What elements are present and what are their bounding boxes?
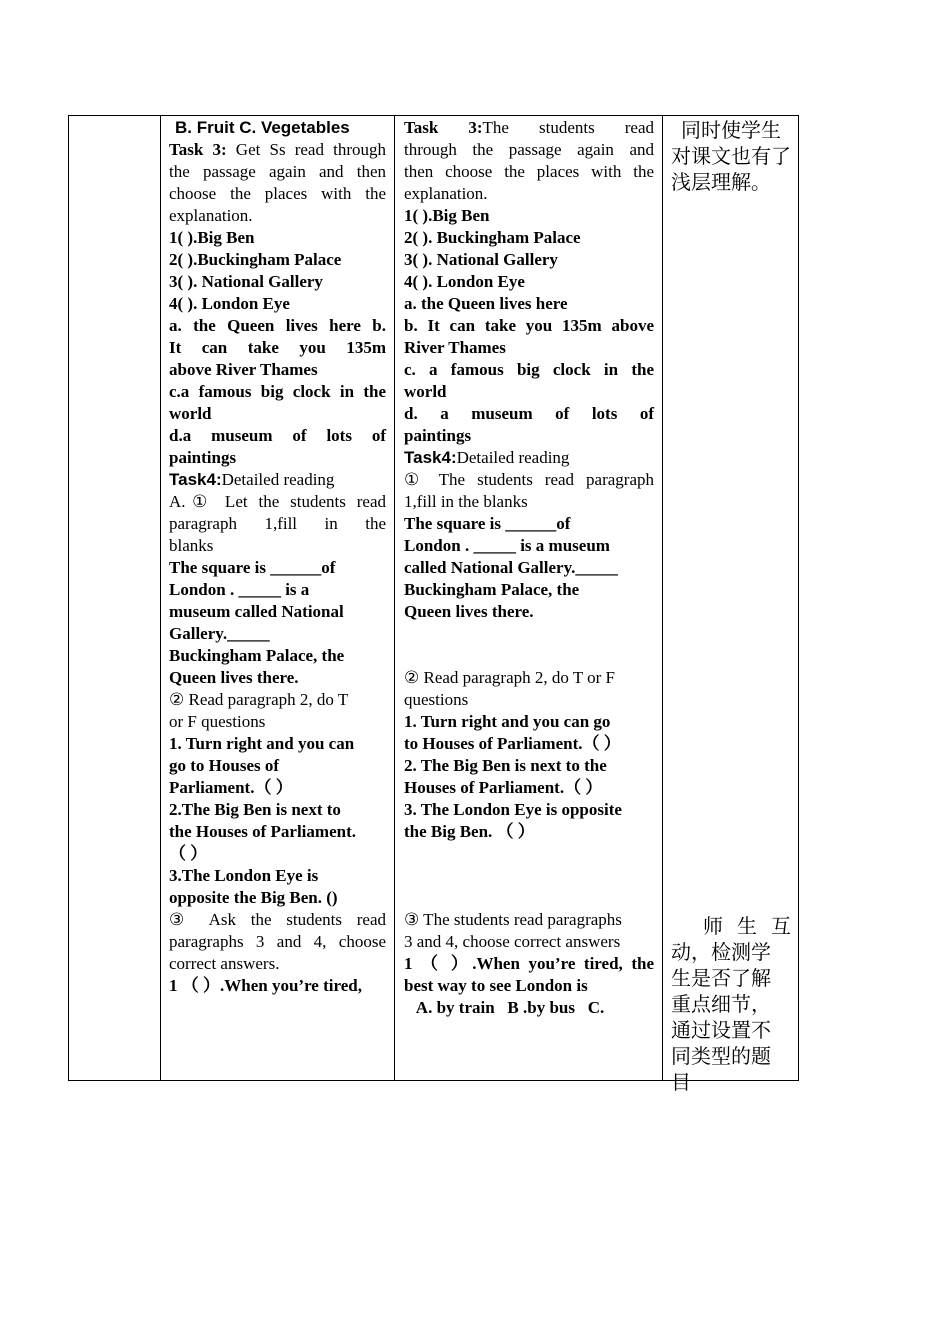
text-line: 1 （ ）.When you’re tired, the [404, 954, 654, 973]
task-label: Task 3: [169, 140, 227, 159]
intent-line: 同类型的题 [671, 1044, 771, 1068]
task-label: Task4: [169, 470, 222, 489]
text-line: ③ Ask the students read [169, 910, 386, 929]
text-line: 1 （ ）.When you’re tired, [169, 976, 362, 995]
task4-heading [404, 447, 654, 469]
text-line: through the passage again and [404, 140, 654, 159]
match-item: 3( ). National Gallery [169, 272, 323, 291]
column-divider [160, 115, 161, 1081]
text-line: questions [404, 690, 469, 709]
column-divider [394, 115, 395, 1081]
task3-heading [169, 139, 386, 161]
intent-line: 同时使学生 [681, 118, 781, 142]
text-line: c.a famous big clock in the [169, 382, 386, 401]
text-line: ① The students read paragraph [404, 470, 654, 489]
text-line: ② Read paragraph 2, do T or F [404, 668, 616, 687]
text-line: Buckingham Palace, the [169, 646, 345, 665]
text-line: Queen lives there. [404, 602, 534, 621]
task-text: The students read [482, 118, 655, 137]
text-line: paintings [404, 426, 472, 445]
text-line: above River Thames [169, 360, 318, 379]
intent-line: 重点细节， [671, 992, 771, 1016]
text-line: 2.The Big Ben is next to [169, 800, 341, 819]
text-line: River Thames [404, 338, 506, 357]
task-label: Task 3: [404, 118, 483, 137]
text-line: correct answers. [169, 954, 280, 973]
text-line: best way to see London is [404, 976, 588, 995]
text-line: Buckingham Palace, the [404, 580, 580, 599]
text-line: choose the places with the [169, 184, 386, 203]
text-line: world [404, 382, 447, 401]
text-line: the passage again and then [169, 162, 386, 181]
text-line: blanks [169, 536, 214, 555]
text-line: The square is ______of [404, 514, 571, 533]
text-line: world [169, 404, 212, 423]
text-line: opposite the Big Ben. () [169, 888, 338, 907]
text-line: London . _____ is a [169, 580, 310, 599]
text-line: 1,fill in the blanks [404, 492, 528, 511]
match-item: 3( ). National Gallery [404, 250, 558, 269]
text-line: paragraphs 3 and 4, choose [169, 932, 386, 951]
task-text: Get Ss read through [226, 140, 386, 159]
text-line: explanation. [169, 206, 253, 225]
match-item: 1( ).Big Ben [169, 228, 255, 247]
task3-heading [404, 117, 654, 139]
text-line: explanation. [404, 184, 488, 203]
text-line: 3 and 4, choose correct answers [404, 932, 621, 951]
match-item: 1( ).Big Ben [404, 206, 490, 225]
design-intent-column [671, 117, 791, 1095]
task-label: Task4: [404, 448, 457, 467]
text-line: It can take you 135m [169, 338, 386, 357]
intent-line: 目 [671, 1070, 691, 1094]
task4-heading [169, 469, 386, 491]
text-line: 3. The London Eye is opposite [404, 800, 622, 819]
text-line: d.a museum of lots of [169, 426, 386, 445]
match-item: 4( ). London Eye [169, 294, 290, 313]
match-item: 4( ). London Eye [404, 272, 525, 291]
teacher-activity-column [169, 117, 386, 997]
text-line: or F questions [169, 712, 266, 731]
text-line: the Big Ben. （ ） [404, 822, 535, 841]
task-text: Detailed reading [456, 448, 570, 467]
intent-line: 通过设置不 [671, 1018, 771, 1042]
text-line: 1. Turn right and you can go [404, 712, 611, 731]
intent-line: 师生互 [703, 914, 791, 938]
task-text: Detailed reading [221, 470, 335, 489]
text-line: A.① Let the students read [169, 492, 386, 511]
text-line: A. by train B .by bus C. [404, 998, 605, 1017]
intent-line: 对课文也有了 [671, 144, 791, 168]
text-line: museum called National [169, 602, 344, 621]
intent-line: 生是否了解 [671, 966, 771, 990]
text-line: ② Read paragraph 2, do T [169, 690, 349, 709]
text-line: ③ The students read paragraphs [404, 910, 622, 929]
student-activity-column [404, 117, 654, 1019]
match-item: 2( ).Buckingham Palace [169, 250, 342, 269]
text-line: b. It can take you 135m above [404, 316, 654, 335]
intent-line: 浅层理解。 [671, 170, 771, 194]
text-line: Houses of Parliament.（ ） [404, 778, 603, 797]
text-line: 1. Turn right and you can [169, 734, 355, 753]
text-line: Parliament.（ ） [169, 778, 293, 797]
text-line: 2. The Big Ben is next to the [404, 756, 607, 775]
intent-line: 动，检测学 [671, 940, 771, 964]
text-line: d. a museum of lots of [404, 404, 654, 423]
text-line: c. a famous big clock in the [404, 360, 654, 379]
text-line: 3.The London Eye is [169, 866, 319, 885]
text-line: then choose the places with the [404, 162, 654, 181]
text-line: Queen lives there. [169, 668, 299, 687]
text-line: the Houses of Parliament. [169, 822, 356, 841]
text-line: The square is ______of [169, 558, 336, 577]
match-item: 2( ). Buckingham Palace [404, 228, 581, 247]
text-line: called National Gallery._____ [404, 558, 618, 577]
text-line: paragraph 1,fill in the [169, 514, 386, 533]
text-line: a. the Queen lives here b. [169, 316, 386, 335]
column-divider [662, 115, 663, 1081]
text-line: （ ） [169, 844, 208, 863]
text-line: paintings [169, 448, 237, 467]
text-line: go to Houses of [169, 756, 280, 775]
options-line: B. Fruit C. Vegetables [175, 118, 350, 137]
text-line: London . _____ is a museum [404, 536, 610, 555]
text-line: a. the Queen lives here [404, 294, 568, 313]
text-line: to Houses of Parliament.（ ） [404, 734, 621, 753]
text-line: Gallery._____ [169, 624, 270, 643]
